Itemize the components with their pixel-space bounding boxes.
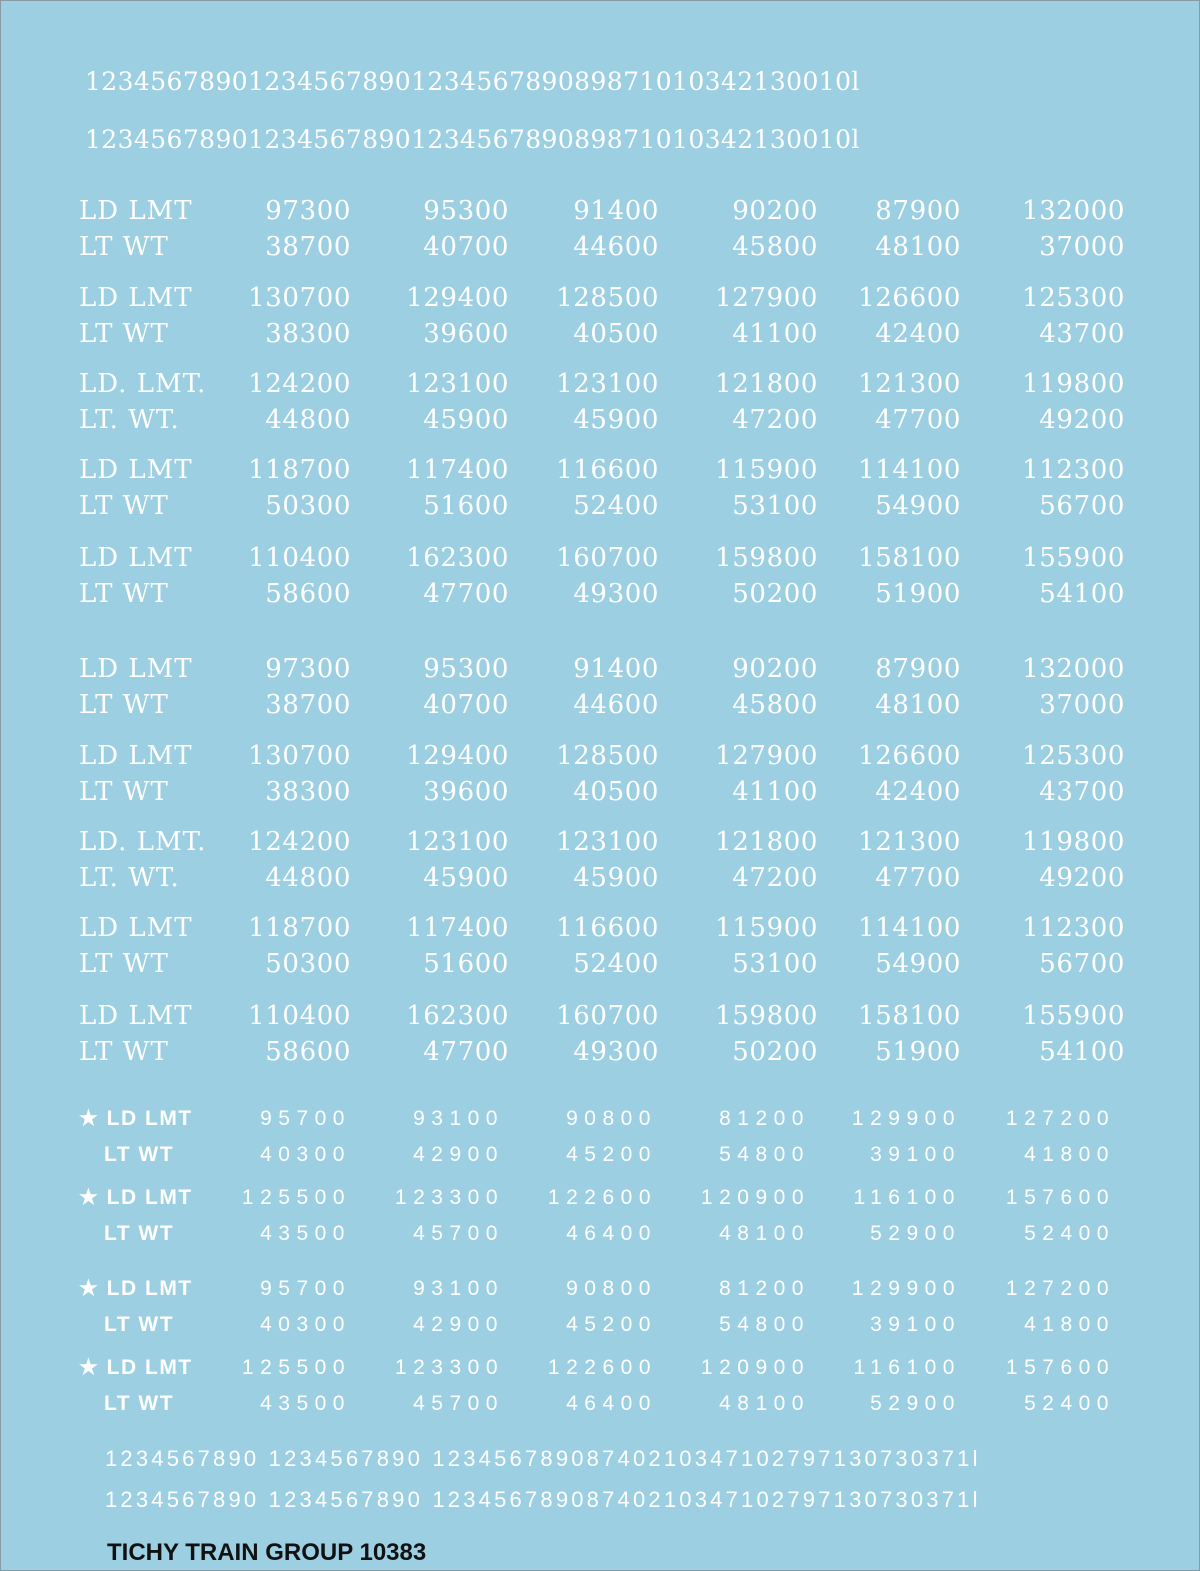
load-limit-line bbox=[1, 825, 1199, 859]
load-limit-value: 114100 bbox=[858, 455, 961, 485]
light-weight-value: 50300 bbox=[265, 949, 351, 979]
load-limit-value: 130700 bbox=[248, 283, 351, 313]
load-limit-value: 87900 bbox=[875, 654, 961, 684]
load-limit-value: 127200 bbox=[1005, 1277, 1115, 1300]
light-weight-value: 43500 bbox=[260, 1222, 351, 1245]
light-weight-value: 43700 bbox=[1039, 319, 1125, 349]
light-weight-value: 45800 bbox=[732, 690, 818, 720]
light-weight-value: 42400 bbox=[875, 319, 961, 349]
load-limit-value: 117400 bbox=[406, 913, 509, 943]
light-weight-value: 41800 bbox=[1024, 1313, 1115, 1336]
load-limit-value: 81200 bbox=[719, 1277, 810, 1300]
load-limit-value: 130700 bbox=[248, 741, 351, 771]
light-weight-value: 45700 bbox=[413, 1222, 504, 1245]
load-limit-value: 119800 bbox=[1022, 827, 1125, 857]
load-limit-value: 93100 bbox=[413, 1107, 504, 1130]
load-limit-value: 124200 bbox=[248, 369, 351, 399]
load-limit-value: 129900 bbox=[851, 1107, 961, 1130]
light-weight-value: 54800 bbox=[719, 1143, 810, 1166]
load-limit-value: 91400 bbox=[573, 196, 659, 226]
light-weight-value: 44800 bbox=[265, 863, 351, 893]
load-limit-value: 118700 bbox=[248, 913, 351, 943]
load-limit-label: LD LMT bbox=[79, 1001, 193, 1031]
light-weight-value: 40700 bbox=[423, 690, 509, 720]
load-limit-value: 127900 bbox=[715, 741, 818, 771]
light-weight-value: 58600 bbox=[265, 579, 351, 609]
light-weight-line bbox=[1, 1035, 1199, 1069]
light-weight-value: 45700 bbox=[413, 1392, 504, 1415]
load-limit-value: 121300 bbox=[858, 369, 961, 399]
light-weight-line bbox=[1, 688, 1199, 722]
light-weight-value: 54900 bbox=[875, 949, 961, 979]
load-limit-value: 90800 bbox=[566, 1107, 657, 1130]
light-weight-value: 40300 bbox=[260, 1143, 351, 1166]
light-weight-value: 54900 bbox=[875, 491, 961, 521]
load-limit-value: 155900 bbox=[1022, 543, 1125, 573]
light-weight-value: 39600 bbox=[423, 319, 509, 349]
serif-digit-row-1: 12345678901234567890123456789089871010342130010l bbox=[85, 67, 860, 96]
load-limit-value: 129400 bbox=[406, 741, 509, 771]
load-limit-label: LD LMT bbox=[79, 455, 193, 485]
light-weight-value: 49200 bbox=[1039, 863, 1125, 893]
load-limit-value: 122600 bbox=[547, 1356, 657, 1379]
light-weight-value: 47200 bbox=[732, 863, 818, 893]
light-weight-value: 50200 bbox=[732, 579, 818, 609]
light-weight-label: LT WT bbox=[79, 949, 169, 979]
light-weight-value: 47700 bbox=[423, 1037, 509, 1067]
load-limit-label: LD LMT bbox=[79, 283, 193, 313]
load-limit-value: 112300 bbox=[1022, 913, 1125, 943]
light-weight-value: 45900 bbox=[573, 405, 659, 435]
light-weight-value: 44800 bbox=[265, 405, 351, 435]
load-limit-value: 117400 bbox=[406, 455, 509, 485]
light-weight-value: 52400 bbox=[1024, 1222, 1115, 1245]
light-weight-value: 56700 bbox=[1039, 491, 1125, 521]
load-limit-line bbox=[1, 367, 1199, 401]
load-limit-line bbox=[1, 1102, 1199, 1136]
light-weight-label: LT WT bbox=[79, 491, 169, 521]
load-limit-value: 127200 bbox=[1005, 1107, 1115, 1130]
light-weight-value: 50300 bbox=[265, 491, 351, 521]
light-weight-value: 52900 bbox=[870, 1222, 961, 1245]
light-weight-value: 51600 bbox=[423, 949, 509, 979]
load-limit-label: LD. LMT. bbox=[79, 369, 207, 399]
load-limit-line bbox=[1, 281, 1199, 315]
light-weight-value: 51600 bbox=[423, 491, 509, 521]
load-limit-value: 129400 bbox=[406, 283, 509, 313]
load-limit-value: 157600 bbox=[1005, 1356, 1115, 1379]
light-weight-value: 45800 bbox=[732, 232, 818, 262]
load-limit-value: 93100 bbox=[413, 1277, 504, 1300]
light-weight-value: 41800 bbox=[1024, 1143, 1115, 1166]
light-weight-value: 38700 bbox=[265, 690, 351, 720]
light-weight-value: 48100 bbox=[719, 1222, 810, 1245]
load-limit-value: 123100 bbox=[556, 369, 659, 399]
light-weight-value: 39600 bbox=[423, 777, 509, 807]
load-limit-value: 120900 bbox=[700, 1186, 810, 1209]
light-weight-label: LT. WT. bbox=[79, 863, 180, 893]
load-limit-value: 125300 bbox=[1022, 741, 1125, 771]
load-limit-line bbox=[1, 541, 1199, 575]
load-limit-value: 121300 bbox=[858, 827, 961, 857]
load-limit-value: 81200 bbox=[719, 1107, 810, 1130]
light-weight-label: LT WT bbox=[104, 1143, 175, 1166]
load-limit-value: 124200 bbox=[248, 827, 351, 857]
load-limit-value: 119800 bbox=[1022, 369, 1125, 399]
light-weight-value: 41100 bbox=[732, 319, 818, 349]
load-limit-value: 126600 bbox=[858, 741, 961, 771]
light-weight-label: LT WT bbox=[79, 579, 169, 609]
load-limit-value: 158100 bbox=[858, 543, 961, 573]
light-weight-line bbox=[1, 1387, 1199, 1421]
load-limit-line bbox=[1, 1272, 1199, 1306]
load-limit-value: 91400 bbox=[573, 654, 659, 684]
load-limit-value: 95700 bbox=[260, 1107, 351, 1130]
load-limit-value: 127900 bbox=[715, 283, 818, 313]
load-limit-line bbox=[1, 911, 1199, 945]
load-limit-value: 95300 bbox=[423, 196, 509, 226]
load-limit-value: 90200 bbox=[732, 654, 818, 684]
load-limit-label: ★ LD LMT bbox=[79, 1107, 193, 1130]
load-limit-value: 125500 bbox=[241, 1186, 351, 1209]
light-weight-value: 49200 bbox=[1039, 405, 1125, 435]
light-weight-value: 52900 bbox=[870, 1392, 961, 1415]
load-limit-value: 155900 bbox=[1022, 1001, 1125, 1031]
light-weight-line bbox=[1, 1217, 1199, 1251]
load-limit-value: 110400 bbox=[248, 1001, 351, 1031]
light-weight-value: 37000 bbox=[1039, 690, 1125, 720]
light-weight-value: 54100 bbox=[1039, 579, 1125, 609]
light-weight-line bbox=[1, 577, 1199, 611]
load-limit-value: 110400 bbox=[248, 543, 351, 573]
light-weight-label: LT WT bbox=[104, 1392, 175, 1415]
light-weight-value: 52400 bbox=[1024, 1392, 1115, 1415]
light-weight-value: 52400 bbox=[573, 949, 659, 979]
light-weight-value: 53100 bbox=[732, 491, 818, 521]
light-weight-line bbox=[1, 489, 1199, 523]
load-limit-value: 132000 bbox=[1022, 196, 1125, 226]
load-limit-value: 87900 bbox=[875, 196, 961, 226]
load-limit-value: 128500 bbox=[556, 283, 659, 313]
light-weight-value: 45900 bbox=[423, 863, 509, 893]
light-weight-value: 48100 bbox=[875, 690, 961, 720]
load-limit-value: 125300 bbox=[1022, 283, 1125, 313]
load-limit-label: ★ LD LMT bbox=[79, 1356, 193, 1379]
load-limit-value: 123100 bbox=[556, 827, 659, 857]
load-limit-value: 129900 bbox=[851, 1277, 961, 1300]
load-limit-value: 158100 bbox=[858, 1001, 961, 1031]
load-limit-value: 95300 bbox=[423, 654, 509, 684]
load-limit-value: 159800 bbox=[715, 1001, 818, 1031]
light-weight-line bbox=[1, 861, 1199, 895]
load-limit-line bbox=[1, 652, 1199, 686]
load-limit-value: 160700 bbox=[556, 543, 659, 573]
light-weight-label: LT WT bbox=[79, 777, 169, 807]
light-weight-value: 49300 bbox=[573, 579, 659, 609]
load-limit-value: 159800 bbox=[715, 543, 818, 573]
load-limit-value: 118700 bbox=[248, 455, 351, 485]
light-weight-line bbox=[1, 403, 1199, 437]
load-limit-line bbox=[1, 1181, 1199, 1215]
light-weight-value: 40500 bbox=[573, 319, 659, 349]
load-limit-line bbox=[1, 739, 1199, 773]
light-weight-label: LT WT bbox=[79, 319, 169, 349]
sans-digit-row-1: 1234567890 1234567890 12345678908740210347102797130730371l bbox=[105, 1446, 981, 1471]
load-limit-label: ★ LD LMT bbox=[79, 1277, 193, 1300]
load-limit-value: 160700 bbox=[556, 1001, 659, 1031]
load-limit-value: 115900 bbox=[715, 455, 818, 485]
light-weight-value: 54100 bbox=[1039, 1037, 1125, 1067]
load-limit-line bbox=[1, 194, 1199, 228]
light-weight-value: 47700 bbox=[875, 863, 961, 893]
load-limit-value: 95700 bbox=[260, 1277, 351, 1300]
light-weight-value: 45900 bbox=[573, 863, 659, 893]
light-weight-label: LT WT bbox=[104, 1222, 175, 1245]
load-limit-value: 121800 bbox=[715, 369, 818, 399]
load-limit-value: 114100 bbox=[858, 913, 961, 943]
light-weight-value: 38300 bbox=[265, 319, 351, 349]
light-weight-label: LT WT bbox=[79, 232, 169, 262]
light-weight-label: LT WT bbox=[79, 690, 169, 720]
light-weight-value: 44600 bbox=[573, 232, 659, 262]
load-limit-value: 157600 bbox=[1005, 1186, 1115, 1209]
light-weight-value: 52400 bbox=[573, 491, 659, 521]
load-limit-label: ★ LD LMT bbox=[79, 1186, 193, 1209]
light-weight-value: 37000 bbox=[1039, 232, 1125, 262]
load-limit-value: 132000 bbox=[1022, 654, 1125, 684]
load-limit-value: 162300 bbox=[406, 543, 509, 573]
light-weight-value: 41100 bbox=[732, 777, 818, 807]
load-limit-value: 97300 bbox=[265, 196, 351, 226]
load-limit-label: LD LMT bbox=[79, 654, 193, 684]
light-weight-value: 40300 bbox=[260, 1313, 351, 1336]
load-limit-value: 121800 bbox=[715, 827, 818, 857]
load-limit-label: LD LMT bbox=[79, 741, 193, 771]
serif-digit-row-2: 12345678901234567890123456789089871010342130010l bbox=[85, 125, 860, 154]
sans-digit-row-2: 1234567890 1234567890 12345678908740210347102797130730371l bbox=[105, 1487, 981, 1512]
load-limit-value: 97300 bbox=[265, 654, 351, 684]
load-limit-value: 123300 bbox=[394, 1356, 504, 1379]
load-limit-label: LD LMT bbox=[79, 543, 193, 573]
light-weight-value: 51900 bbox=[875, 579, 961, 609]
light-weight-value: 50200 bbox=[732, 1037, 818, 1067]
light-weight-value: 45900 bbox=[423, 405, 509, 435]
load-limit-value: 115900 bbox=[715, 913, 818, 943]
light-weight-value: 54800 bbox=[719, 1313, 810, 1336]
load-limit-label: LD LMT bbox=[79, 913, 193, 943]
load-limit-line bbox=[1, 453, 1199, 487]
light-weight-value: 47200 bbox=[732, 405, 818, 435]
light-weight-value: 45200 bbox=[566, 1143, 657, 1166]
light-weight-value: 45200 bbox=[566, 1313, 657, 1336]
light-weight-value: 51900 bbox=[875, 1037, 961, 1067]
light-weight-value: 47700 bbox=[423, 579, 509, 609]
light-weight-value: 48100 bbox=[875, 232, 961, 262]
load-limit-value: 116600 bbox=[556, 913, 659, 943]
light-weight-value: 38700 bbox=[265, 232, 351, 262]
light-weight-value: 48100 bbox=[719, 1392, 810, 1415]
load-limit-value: 116100 bbox=[853, 1186, 961, 1209]
load-limit-value: 116600 bbox=[556, 455, 659, 485]
light-weight-value: 42900 bbox=[413, 1313, 504, 1336]
load-limit-label: LD LMT bbox=[79, 196, 193, 226]
load-limit-value: 120900 bbox=[700, 1356, 810, 1379]
load-limit-value: 126600 bbox=[858, 283, 961, 313]
light-weight-line bbox=[1, 317, 1199, 351]
load-limit-value: 122600 bbox=[547, 1186, 657, 1209]
load-limit-value: 123100 bbox=[406, 369, 509, 399]
light-weight-line bbox=[1, 230, 1199, 264]
load-limit-value: 112300 bbox=[1022, 455, 1125, 485]
load-limit-label: LD. LMT. bbox=[79, 827, 207, 857]
load-limit-value: 123300 bbox=[394, 1186, 504, 1209]
light-weight-value: 40700 bbox=[423, 232, 509, 262]
load-limit-value: 162300 bbox=[406, 1001, 509, 1031]
light-weight-value: 43500 bbox=[260, 1392, 351, 1415]
load-limit-value: 90800 bbox=[566, 1277, 657, 1300]
light-weight-value: 38300 bbox=[265, 777, 351, 807]
light-weight-value: 39100 bbox=[870, 1143, 961, 1166]
light-weight-value: 42900 bbox=[413, 1143, 504, 1166]
load-limit-value: 128500 bbox=[556, 741, 659, 771]
light-weight-line bbox=[1, 1138, 1199, 1172]
light-weight-value: 43700 bbox=[1039, 777, 1125, 807]
light-weight-value: 39100 bbox=[870, 1313, 961, 1336]
light-weight-value: 42400 bbox=[875, 777, 961, 807]
light-weight-value: 47700 bbox=[875, 405, 961, 435]
load-limit-line bbox=[1, 999, 1199, 1033]
light-weight-label: LT WT bbox=[79, 1037, 169, 1067]
light-weight-value: 53100 bbox=[732, 949, 818, 979]
light-weight-value: 46400 bbox=[566, 1222, 657, 1245]
light-weight-line bbox=[1, 947, 1199, 981]
light-weight-value: 58600 bbox=[265, 1037, 351, 1067]
light-weight-value: 44600 bbox=[573, 690, 659, 720]
light-weight-value: 56700 bbox=[1039, 949, 1125, 979]
load-limit-line bbox=[1, 1351, 1199, 1385]
load-limit-value: 116100 bbox=[853, 1356, 961, 1379]
light-weight-value: 46400 bbox=[566, 1392, 657, 1415]
light-weight-value: 49300 bbox=[573, 1037, 659, 1067]
light-weight-line bbox=[1, 1308, 1199, 1342]
light-weight-value: 40500 bbox=[573, 777, 659, 807]
light-weight-label: LT WT bbox=[104, 1313, 175, 1336]
light-weight-label: LT. WT. bbox=[79, 405, 180, 435]
sheet-footer-title: TICHY TRAIN GROUP 10383 bbox=[107, 1539, 427, 1566]
load-limit-value: 90200 bbox=[732, 196, 818, 226]
load-limit-value: 125500 bbox=[241, 1356, 351, 1379]
load-limit-value: 123100 bbox=[406, 827, 509, 857]
light-weight-line bbox=[1, 775, 1199, 809]
